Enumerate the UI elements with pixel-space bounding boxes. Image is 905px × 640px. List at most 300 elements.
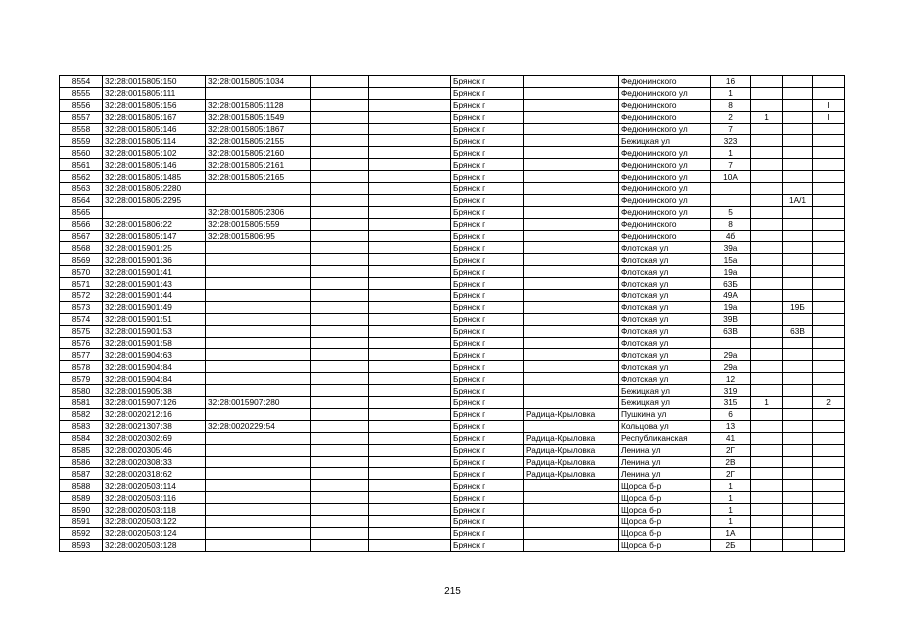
cell-district bbox=[524, 266, 619, 278]
table-row bbox=[60, 194, 845, 206]
cell-row-number: 8593 bbox=[60, 539, 103, 551]
cell-district bbox=[524, 515, 619, 527]
cell-related-cadastral-number: 32:28:0015806:95 bbox=[206, 230, 311, 242]
cell-row-number: 8570 bbox=[60, 266, 103, 278]
cell-house-number: 1А bbox=[711, 527, 751, 539]
cell-col-4 bbox=[311, 420, 369, 432]
cell-cadastral-number: 32:28:0020503:128 bbox=[103, 539, 206, 551]
cell-cadastral-number: 32:28:0015901:25 bbox=[103, 242, 206, 254]
cell-col-11 bbox=[783, 76, 813, 88]
cell-cadastral-number: 32:28:0015805:2280 bbox=[103, 183, 206, 195]
cell-cadastral-number: 32:28:0015901:53 bbox=[103, 325, 206, 337]
cell-row-number: 8574 bbox=[60, 313, 103, 325]
table-row bbox=[60, 183, 845, 195]
cell-cadastral-number: 32:28:0015805:2295 bbox=[103, 194, 206, 206]
cell-related-cadastral-number bbox=[206, 504, 311, 516]
cell-col-11 bbox=[783, 492, 813, 504]
cell-col-4 bbox=[311, 218, 369, 230]
cell-col-5 bbox=[369, 159, 451, 171]
cell-col-11 bbox=[783, 539, 813, 551]
cell-col-10 bbox=[751, 313, 783, 325]
cell-related-cadastral-number bbox=[206, 301, 311, 313]
cell-cadastral-number: 32:28:0015805:114 bbox=[103, 135, 206, 147]
cell-city: Брянск г bbox=[451, 337, 524, 349]
cell-col-4 bbox=[311, 325, 369, 337]
cell-col-5 bbox=[369, 266, 451, 278]
cell-col-11 bbox=[783, 504, 813, 516]
cell-city: Брянск г bbox=[451, 242, 524, 254]
cell-row-number: 8585 bbox=[60, 444, 103, 456]
cell-district bbox=[524, 313, 619, 325]
cell-col-5 bbox=[369, 123, 451, 135]
cell-related-cadastral-number: 32:28:0015805:2161 bbox=[206, 159, 311, 171]
cell-col-5 bbox=[369, 147, 451, 159]
cell-district bbox=[524, 194, 619, 206]
cell-col-5 bbox=[369, 444, 451, 456]
cell-col-5 bbox=[369, 408, 451, 420]
cell-col-5 bbox=[369, 194, 451, 206]
cell-city: Брянск г bbox=[451, 385, 524, 397]
cell-col-12 bbox=[813, 373, 845, 385]
cell-house-number: 2Б bbox=[711, 539, 751, 551]
cell-related-cadastral-number: 32:28:0015805:1867 bbox=[206, 123, 311, 135]
cell-city: Брянск г bbox=[451, 539, 524, 551]
cell-street: Федюнинского ул bbox=[619, 147, 711, 159]
cell-street: Федюнинского bbox=[619, 111, 711, 123]
cell-district bbox=[524, 325, 619, 337]
cell-col-4 bbox=[311, 313, 369, 325]
cell-house-number bbox=[711, 337, 751, 349]
cell-district bbox=[524, 420, 619, 432]
cell-house-number: 12 bbox=[711, 373, 751, 385]
table-row bbox=[60, 397, 845, 409]
cell-cadastral-number: 32:28:0015904:84 bbox=[103, 361, 206, 373]
cell-district bbox=[524, 480, 619, 492]
cell-col-11 bbox=[783, 468, 813, 480]
table-body bbox=[60, 76, 845, 552]
cell-row-number: 8576 bbox=[60, 337, 103, 349]
table-row bbox=[60, 76, 845, 88]
cell-col-11 bbox=[783, 242, 813, 254]
cell-col-5 bbox=[369, 218, 451, 230]
cell-street: Флотская ул bbox=[619, 349, 711, 361]
cell-related-cadastral-number bbox=[206, 349, 311, 361]
cell-col-5 bbox=[369, 349, 451, 361]
cell-city: Брянск г bbox=[451, 171, 524, 183]
table-row bbox=[60, 159, 845, 171]
cell-house-number bbox=[711, 194, 751, 206]
cell-row-number: 8578 bbox=[60, 361, 103, 373]
cell-district bbox=[524, 242, 619, 254]
table-row bbox=[60, 515, 845, 527]
cell-house-number: 19а bbox=[711, 301, 751, 313]
cell-city: Брянск г bbox=[451, 76, 524, 88]
cell-related-cadastral-number bbox=[206, 254, 311, 266]
cell-street: Флотская ул bbox=[619, 278, 711, 290]
cell-col-12 bbox=[813, 420, 845, 432]
cell-related-cadastral-number bbox=[206, 480, 311, 492]
table-row bbox=[60, 444, 845, 456]
cell-district bbox=[524, 206, 619, 218]
table-row bbox=[60, 527, 845, 539]
cell-col-10 bbox=[751, 99, 783, 111]
cell-district bbox=[524, 171, 619, 183]
table-row bbox=[60, 385, 845, 397]
cell-col-12 bbox=[813, 385, 845, 397]
table-row bbox=[60, 123, 845, 135]
cell-related-cadastral-number bbox=[206, 361, 311, 373]
cell-col-12 bbox=[813, 515, 845, 527]
cell-house-number: 2Г bbox=[711, 444, 751, 456]
cell-col-11 bbox=[783, 408, 813, 420]
cell-col-10 bbox=[751, 539, 783, 551]
cell-city: Брянск г bbox=[451, 254, 524, 266]
cell-col-5 bbox=[369, 111, 451, 123]
cell-row-number: 8566 bbox=[60, 218, 103, 230]
cell-city: Брянск г bbox=[451, 194, 524, 206]
cell-col-5 bbox=[369, 385, 451, 397]
cell-col-11 bbox=[783, 147, 813, 159]
cell-related-cadastral-number bbox=[206, 468, 311, 480]
cell-col-12 bbox=[813, 504, 845, 516]
cell-related-cadastral-number: 32:28:0015805:1034 bbox=[206, 76, 311, 88]
cell-house-number: 39а bbox=[711, 242, 751, 254]
cell-related-cadastral-number bbox=[206, 456, 311, 468]
table-row bbox=[60, 206, 845, 218]
cell-related-cadastral-number bbox=[206, 278, 311, 290]
cell-row-number: 8587 bbox=[60, 468, 103, 480]
cell-col-4 bbox=[311, 266, 369, 278]
cell-col-12 bbox=[813, 218, 845, 230]
cell-row-number: 8586 bbox=[60, 456, 103, 468]
cell-related-cadastral-number: 32:28:0015805:2306 bbox=[206, 206, 311, 218]
cell-city: Брянск г bbox=[451, 111, 524, 123]
cell-street: Щорса б-р bbox=[619, 480, 711, 492]
cell-district bbox=[524, 373, 619, 385]
cell-cadastral-number: 32:28:0015901:58 bbox=[103, 337, 206, 349]
cell-city: Брянск г bbox=[451, 397, 524, 409]
cell-col-11 bbox=[783, 361, 813, 373]
cell-street: Флотская ул bbox=[619, 290, 711, 302]
cell-row-number: 8564 bbox=[60, 194, 103, 206]
cell-col-11 bbox=[783, 171, 813, 183]
cell-col-10 bbox=[751, 76, 783, 88]
cell-cadastral-number: 32:28:0015905:38 bbox=[103, 385, 206, 397]
cell-col-11 bbox=[783, 337, 813, 349]
cell-street: Флотская ул bbox=[619, 242, 711, 254]
cell-district bbox=[524, 218, 619, 230]
cell-col-4 bbox=[311, 171, 369, 183]
cell-related-cadastral-number: 32:28:0015907:280 bbox=[206, 397, 311, 409]
cell-col-12: I bbox=[813, 111, 845, 123]
cell-row-number: 8582 bbox=[60, 408, 103, 420]
cell-city: Брянск г bbox=[451, 135, 524, 147]
cell-city: Брянск г bbox=[451, 527, 524, 539]
cell-row-number: 8573 bbox=[60, 301, 103, 313]
cell-street: Федюнинского ул bbox=[619, 123, 711, 135]
cell-street: Федюнинского ул bbox=[619, 183, 711, 195]
cell-city: Брянск г bbox=[451, 313, 524, 325]
cell-col-11 bbox=[783, 123, 813, 135]
cell-col-12 bbox=[813, 361, 845, 373]
cell-city: Брянск г bbox=[451, 349, 524, 361]
cell-cadastral-number: 32:28:0015904:84 bbox=[103, 373, 206, 385]
cell-col-4 bbox=[311, 397, 369, 409]
table-row bbox=[60, 456, 845, 468]
cell-row-number: 8569 bbox=[60, 254, 103, 266]
cell-district bbox=[524, 492, 619, 504]
cell-house-number bbox=[711, 183, 751, 195]
cell-col-10 bbox=[751, 349, 783, 361]
cell-col-11 bbox=[783, 159, 813, 171]
cell-street: Флотская ул bbox=[619, 361, 711, 373]
cell-related-cadastral-number bbox=[206, 337, 311, 349]
cell-col-11: 1А/1 bbox=[783, 194, 813, 206]
cell-col-5 bbox=[369, 492, 451, 504]
cell-street: Флотская ул bbox=[619, 373, 711, 385]
cell-col-10 bbox=[751, 218, 783, 230]
table-row bbox=[60, 432, 845, 444]
cell-cadastral-number: 32:28:0015805:147 bbox=[103, 230, 206, 242]
table-row bbox=[60, 87, 845, 99]
cell-district bbox=[524, 385, 619, 397]
cell-col-11 bbox=[783, 206, 813, 218]
cell-city: Брянск г bbox=[451, 266, 524, 278]
cell-related-cadastral-number bbox=[206, 408, 311, 420]
cell-col-12: 2 bbox=[813, 397, 845, 409]
cell-col-4 bbox=[311, 361, 369, 373]
cell-col-10 bbox=[751, 480, 783, 492]
cell-city: Брянск г bbox=[451, 444, 524, 456]
cell-row-number: 8590 bbox=[60, 504, 103, 516]
cell-col-11 bbox=[783, 456, 813, 468]
cell-row-number: 8589 bbox=[60, 492, 103, 504]
cell-street: Федюнинского bbox=[619, 99, 711, 111]
cell-col-11 bbox=[783, 183, 813, 195]
cell-cadastral-number: 32:28:0015805:146 bbox=[103, 159, 206, 171]
cell-col-4 bbox=[311, 254, 369, 266]
table-row bbox=[60, 218, 845, 230]
cell-col-5 bbox=[369, 278, 451, 290]
cell-col-4 bbox=[311, 290, 369, 302]
cell-row-number: 8561 bbox=[60, 159, 103, 171]
cell-col-10 bbox=[751, 420, 783, 432]
cell-col-12 bbox=[813, 539, 845, 551]
table-row bbox=[60, 468, 845, 480]
cell-row-number: 8567 bbox=[60, 230, 103, 242]
table-row bbox=[60, 539, 845, 551]
cell-district bbox=[524, 539, 619, 551]
cell-house-number: 319 bbox=[711, 385, 751, 397]
cell-city: Брянск г bbox=[451, 147, 524, 159]
cell-city: Брянск г bbox=[451, 325, 524, 337]
cell-col-12 bbox=[813, 480, 845, 492]
cell-related-cadastral-number bbox=[206, 325, 311, 337]
cell-cadastral-number: 32:28:0015805:150 bbox=[103, 76, 206, 88]
cell-col-11 bbox=[783, 420, 813, 432]
cell-col-4 bbox=[311, 492, 369, 504]
cell-district: Радица-Крыловка bbox=[524, 432, 619, 444]
cell-district bbox=[524, 361, 619, 373]
cell-col-5 bbox=[369, 254, 451, 266]
cell-col-11 bbox=[783, 99, 813, 111]
cell-row-number: 8588 bbox=[60, 480, 103, 492]
cell-col-4 bbox=[311, 159, 369, 171]
cell-col-12 bbox=[813, 313, 845, 325]
cell-house-number: 39В bbox=[711, 313, 751, 325]
table-row bbox=[60, 290, 845, 302]
cell-col-10 bbox=[751, 147, 783, 159]
cell-street: Кольцова ул bbox=[619, 420, 711, 432]
cell-col-5 bbox=[369, 515, 451, 527]
cell-col-10 bbox=[751, 206, 783, 218]
cell-district bbox=[524, 337, 619, 349]
cell-col-5 bbox=[369, 135, 451, 147]
cell-col-5 bbox=[369, 242, 451, 254]
cell-city: Брянск г bbox=[451, 99, 524, 111]
cell-col-12 bbox=[813, 254, 845, 266]
cell-district bbox=[524, 159, 619, 171]
cell-street: Флотская ул bbox=[619, 266, 711, 278]
cell-row-number: 8555 bbox=[60, 87, 103, 99]
cell-col-5 bbox=[369, 87, 451, 99]
cell-cadastral-number: 32:28:0015806:22 bbox=[103, 218, 206, 230]
cell-street: Ленина ул bbox=[619, 444, 711, 456]
cell-col-12 bbox=[813, 87, 845, 99]
table-row bbox=[60, 135, 845, 147]
cell-related-cadastral-number bbox=[206, 432, 311, 444]
cell-col-10 bbox=[751, 135, 783, 147]
cell-cadastral-number: 32:28:0020212:16 bbox=[103, 408, 206, 420]
cell-related-cadastral-number bbox=[206, 539, 311, 551]
cell-related-cadastral-number: 32:28:0015805:1549 bbox=[206, 111, 311, 123]
table-row bbox=[60, 337, 845, 349]
cell-district bbox=[524, 76, 619, 88]
cell-col-12 bbox=[813, 290, 845, 302]
cell-col-4 bbox=[311, 183, 369, 195]
cell-col-5 bbox=[369, 76, 451, 88]
cell-col-11 bbox=[783, 254, 813, 266]
cell-city: Брянск г bbox=[451, 278, 524, 290]
cell-city: Брянск г bbox=[451, 504, 524, 516]
cell-street: Флотская ул bbox=[619, 313, 711, 325]
cell-district bbox=[524, 230, 619, 242]
cell-row-number: 8562 bbox=[60, 171, 103, 183]
table-row bbox=[60, 420, 845, 432]
cell-col-4 bbox=[311, 111, 369, 123]
cell-cadastral-number: 32:28:0015901:43 bbox=[103, 278, 206, 290]
cell-col-12 bbox=[813, 147, 845, 159]
cell-col-10 bbox=[751, 194, 783, 206]
cell-col-5 bbox=[369, 325, 451, 337]
cell-street: Федюнинского bbox=[619, 230, 711, 242]
table-row bbox=[60, 111, 845, 123]
cell-col-4 bbox=[311, 527, 369, 539]
table-row bbox=[60, 147, 845, 159]
cell-col-4 bbox=[311, 373, 369, 385]
cell-house-number: 2Г bbox=[711, 468, 751, 480]
cell-house-number: 1 bbox=[711, 147, 751, 159]
table-row bbox=[60, 492, 845, 504]
cell-city: Брянск г bbox=[451, 468, 524, 480]
cell-related-cadastral-number: 32:28:0020229:54 bbox=[206, 420, 311, 432]
cell-city: Брянск г bbox=[451, 361, 524, 373]
cell-related-cadastral-number bbox=[206, 87, 311, 99]
cell-district bbox=[524, 135, 619, 147]
cell-col-10 bbox=[751, 444, 783, 456]
cell-col-11 bbox=[783, 290, 813, 302]
cell-related-cadastral-number: 32:28:0015805:2160 bbox=[206, 147, 311, 159]
cell-col-11 bbox=[783, 135, 813, 147]
cell-city: Брянск г bbox=[451, 492, 524, 504]
cell-col-11 bbox=[783, 87, 813, 99]
cell-house-number: 15а bbox=[711, 254, 751, 266]
cell-house-number: 1 bbox=[711, 515, 751, 527]
cell-city: Брянск г bbox=[451, 480, 524, 492]
cell-col-12 bbox=[813, 171, 845, 183]
cell-col-5 bbox=[369, 373, 451, 385]
cell-col-4 bbox=[311, 480, 369, 492]
cell-city: Брянск г bbox=[451, 373, 524, 385]
cell-col-12 bbox=[813, 337, 845, 349]
table-row bbox=[60, 373, 845, 385]
cell-related-cadastral-number: 32:28:0015805:1128 bbox=[206, 99, 311, 111]
cell-col-10 bbox=[751, 254, 783, 266]
cell-col-11: 19Б bbox=[783, 301, 813, 313]
cell-street: Федюнинского bbox=[619, 218, 711, 230]
cell-city: Брянск г bbox=[451, 456, 524, 468]
cell-cadastral-number: 32:28:0021307:38 bbox=[103, 420, 206, 432]
cell-col-11 bbox=[783, 385, 813, 397]
cell-col-5 bbox=[369, 99, 451, 111]
cell-col-4 bbox=[311, 515, 369, 527]
cell-col-5 bbox=[369, 527, 451, 539]
cell-col-10 bbox=[751, 432, 783, 444]
cell-cadastral-number: 32:28:0015805:167 bbox=[103, 111, 206, 123]
cell-col-10 bbox=[751, 515, 783, 527]
cell-cadastral-number: 32:28:0020302:69 bbox=[103, 432, 206, 444]
cell-house-number: 315 bbox=[711, 397, 751, 409]
cell-related-cadastral-number bbox=[206, 373, 311, 385]
cell-col-4 bbox=[311, 504, 369, 516]
cell-col-4 bbox=[311, 539, 369, 551]
cell-city: Брянск г bbox=[451, 183, 524, 195]
cell-street: Щорса б-р bbox=[619, 492, 711, 504]
cell-cadastral-number: 32:28:0020308:33 bbox=[103, 456, 206, 468]
cell-col-4 bbox=[311, 301, 369, 313]
table-row bbox=[60, 242, 845, 254]
cell-col-4 bbox=[311, 408, 369, 420]
cell-col-10 bbox=[751, 325, 783, 337]
cell-house-number: 29а bbox=[711, 349, 751, 361]
cell-col-5 bbox=[369, 468, 451, 480]
cell-cadastral-number: 32:28:0020503:122 bbox=[103, 515, 206, 527]
table-row bbox=[60, 361, 845, 373]
cell-row-number: 8583 bbox=[60, 420, 103, 432]
cell-col-5 bbox=[369, 456, 451, 468]
cell-city: Брянск г bbox=[451, 123, 524, 135]
cell-col-4 bbox=[311, 87, 369, 99]
cell-cadastral-number: 32:28:0020503:116 bbox=[103, 492, 206, 504]
cell-col-12 bbox=[813, 206, 845, 218]
cell-city: Брянск г bbox=[451, 230, 524, 242]
cell-row-number: 8572 bbox=[60, 290, 103, 302]
cell-col-12 bbox=[813, 242, 845, 254]
cell-col-12 bbox=[813, 183, 845, 195]
cell-cadastral-number: 32:28:0020503:114 bbox=[103, 480, 206, 492]
cell-cadastral-number: 32:28:0015805:1485 bbox=[103, 171, 206, 183]
cell-cadastral-number: 32:28:0015901:36 bbox=[103, 254, 206, 266]
